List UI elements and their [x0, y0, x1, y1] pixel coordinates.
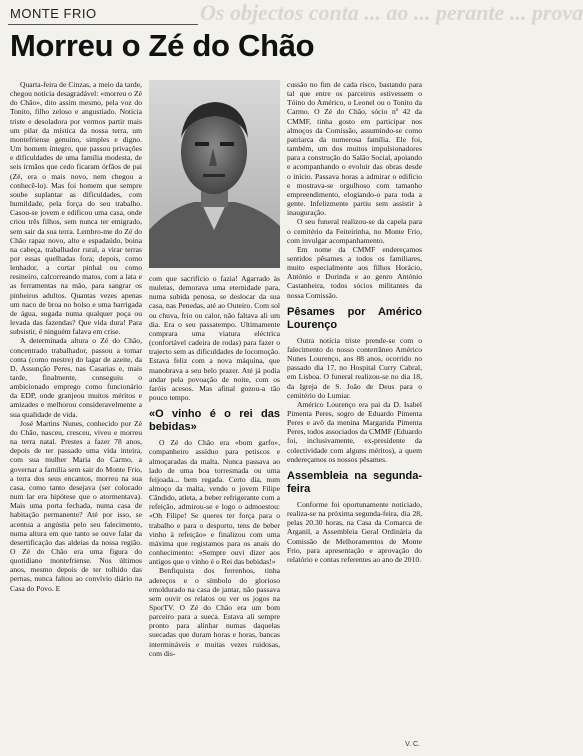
paragraph: José Martins Nunes, conhecido por Zé do Chão, nasceu, cresceu, viveu e morreu na terra natal. Prestes a fazer 78 anos, depois de ter passado uma vida inteira, com sua mulher Maria do Carmo, a governar a família sem sair do Monte Frio, a terra dos seus encantos, morreu na sua casa, como tanto desejava (ser colocado num lar era hipótese que o atormentava). Mais uma porta fechada, numa casa de habitação permanente? Até por isso, se acentua a angústia pelo seu falecimento, numa altura em que tanto se ouve falar da desertificação das aldeias da nossa região. O Zé do Chão era uma figura do quotidiano montefriense. Nos últimos anos, mesmo depois de ter tolhido das pernas, nunca faltou ao convívio diário na Casa do Povo. E	[10, 418, 142, 593]
paragraph: Em nome da CMMF endereçamos sentidos pêsames a todos os familiares, muito especialmente aos filhos Horácio, António e Dorinda e ao genro António Castanheira, todos sócios militantes da nossa Comissão.	[287, 244, 422, 300]
section-rule	[8, 24, 198, 25]
paragraph: Benfiquista dos ferrenhos, tinha adereços e o símbolo do glorioso emoldurado na casa de jantar, não passava sem ouvir os relatos ou ver os jogos na SporTV. O Zé do Chão era um bom parceiro para a sueca. Estava ali sempre pronto para alinhar numas daquelas suecadas que duram horas e horas, bancas intermináveis e muitas vezes ruidosas, com dis-	[149, 566, 280, 658]
paragraph: cussão no fim de cada risco, bastando para tal que entre os parceiros estivessem o Tóino do Américo, o Leonel ou o Tonito da Carmo. O Zé do Chão, sócio nº 42 da CMMF, tinha gosto em participar nos almoços da Comissão, assumindo-se como patriarca da numerosa família. Ele foi, também, um dos muitos impulsionadores para a construção do Salão Social, apoiando e acompanhando o evoluir das obras desde o início. Passava horas a admirar o edifício e mostrava-se orgulhoso com tamanho empreendimento, elogiando-o para toda a gente. Infelizmente partiu sem assistir à inauguração.	[287, 80, 422, 218]
portrait-photo	[149, 80, 280, 268]
paragraph: Conforme foi oportunamente noticiado, realiza-se na próxima segunda-feira, dia 28, pelas 20.30 horas, na Casa da Comarca de Arganil, a Assembleia Geral Ordinária da Comissão de Melhoramentos de Monte Frio, para apresentação e aprovação do relatório e contas referentes ao ano de 2010.	[287, 499, 422, 564]
subheading-pesames: Pêsames por Américo Lourenço	[287, 305, 422, 331]
paragraph: Quarta-feira de Cinzas, a meio da tarde, chegou notícia desagradável: «morreu o Zé do Chão», dito assim mesmo, pela voz do Tonito, filho zeloso e angustiado. Notícia triste e desoladora por vermos partir mais um pilar da mística da nossa terra, um montefriense genuíno, simples e digno. Um homem íntegro, que passou privações e dificuldades de uma família modesta, de seis irmãos que cedo ficaram órfãos de pai (Zé, era o mais novo, nem chegou a conhecê-lo). Mas foi homem que sempre soube suplantar as dificuldades, com humildade, pela força do seu trabalho. Casou-se jovem e edificou uma casa, onde criou três filhos, sem nunca ter emigrado, sem sair da sua terra. Lembro-me do Zé do Chão rapaz novo, alto e espadaúdo, boina na cabeça, trabalhador rural, a virar terras por essas quelhadas fora; depois, como lenhador, a cortar pinhal ou como resineiro, calcorreando matos, com a lata e as ferramentas na mão, para sangrar os pinheiros adultos. Quantas vezes apenas um naco de broa no bolso e uma barrigada de água, sugada numa qualquer poça ou levada das fazendas? Que vida dura! Para subsistir, é ninguém falava em crise.	[10, 80, 142, 337]
headline: Morreu o Zé do Chão	[10, 28, 315, 63]
paragraph: Outra notícia triste prende-se com o falecimento do nosso conterrâneo Américo Nunes Lourenço, aos 88 anos, ocorrido no passado dia 17, no Hospital Curry Cabral, em Lisboa. O funeral realizou-se no dia 18, da Igreja de S. João de Deus para o cemitério do Lumiar.	[287, 335, 422, 400]
ghost-headline-bleed: Os objectos conta ... ao ... perante ... prova	[200, 0, 583, 25]
subheading-assembleia: Assembleia na segunda-feira	[287, 469, 422, 495]
column-2	[149, 274, 280, 750]
paragraph: O seu funeral realizou-se da capela para o cemitério da Feiteirinha, no Monte Frio, com invulgar acompanhamento.	[287, 217, 422, 245]
paragraph: O Zé do Chão era «bom garfo», companheiro assíduo para petiscos e almoçaradas da malta. Nunca passava ao lado de uma boa torresmada ou uma feijoada... bem regada. Certo dia, num almoço da malta, vendo o jovem Filipe Cândido, atleta, a beber refrigerante com a refeição, admirou-se e logo o admoestou: «Oh Filipe! Se queres ter força para o trabalho e para o desporto, tens de beber vinho à refeição» e finalizou com uma máxima que registamos para os anais do conhecimento: «Sempre ouvi dizer aos antigos que o vinho é o Rei das bebidas!»	[149, 438, 280, 567]
subheading-vinho: «O vinho é o rei das bebidas»	[149, 408, 280, 434]
paragraph: A determinada altura o Zé do Chão, concentrado trabalhador, passou a tomar conta (como mestre) do lagar de azeite, da D. Assunção Peres, nas Casarias e, mais tarde, finalmente, conseguiu o ambicionado emprego como funcionário da EDP, onde granjeou muitos méritos e amizades e melhorou consideravelmente a sua qualidade de vida.	[10, 336, 142, 419]
author-signature: V. C.	[405, 741, 420, 748]
paragraph: Américo Lourenço era pai da D. Isabel Pimenta Peres, sogro de Eduardo Pimenta Peres e avô da menina Margarida Pimenta Peres, todos associados da CMMF (Eduardo foi, inclusivamente, ex-presidente da colectividade com alguns méritos), a quem endereçamos os nossos pêsames.	[287, 399, 422, 464]
column-1	[10, 80, 142, 750]
section-label: MONTE FRIO	[10, 6, 97, 21]
portrait-image	[149, 80, 280, 268]
paragraph: com que sacrifício o fazia! Agarrado às muletas, demorava uma eternidade para, numa subida penosa, se deslocar da sua casa, nas Penedas, até ao Outeiro. Com sol ou chuva, frio ou calor, não faltava ali um dia. Era o seu passatempo. Ultimamente comprara uma viatura eléctrica (confortável cadeira de rodas) para fazer o trajecto sem as dificuldades de locomoção. Estava feliz com a nova máquina, que manobrava a seu belo prazer. Até já podia andar pela povoação de noite, com os faróis acesos. Mas afinal gozou-a tão pouco tempo.	[149, 274, 280, 403]
column-3	[287, 80, 422, 750]
